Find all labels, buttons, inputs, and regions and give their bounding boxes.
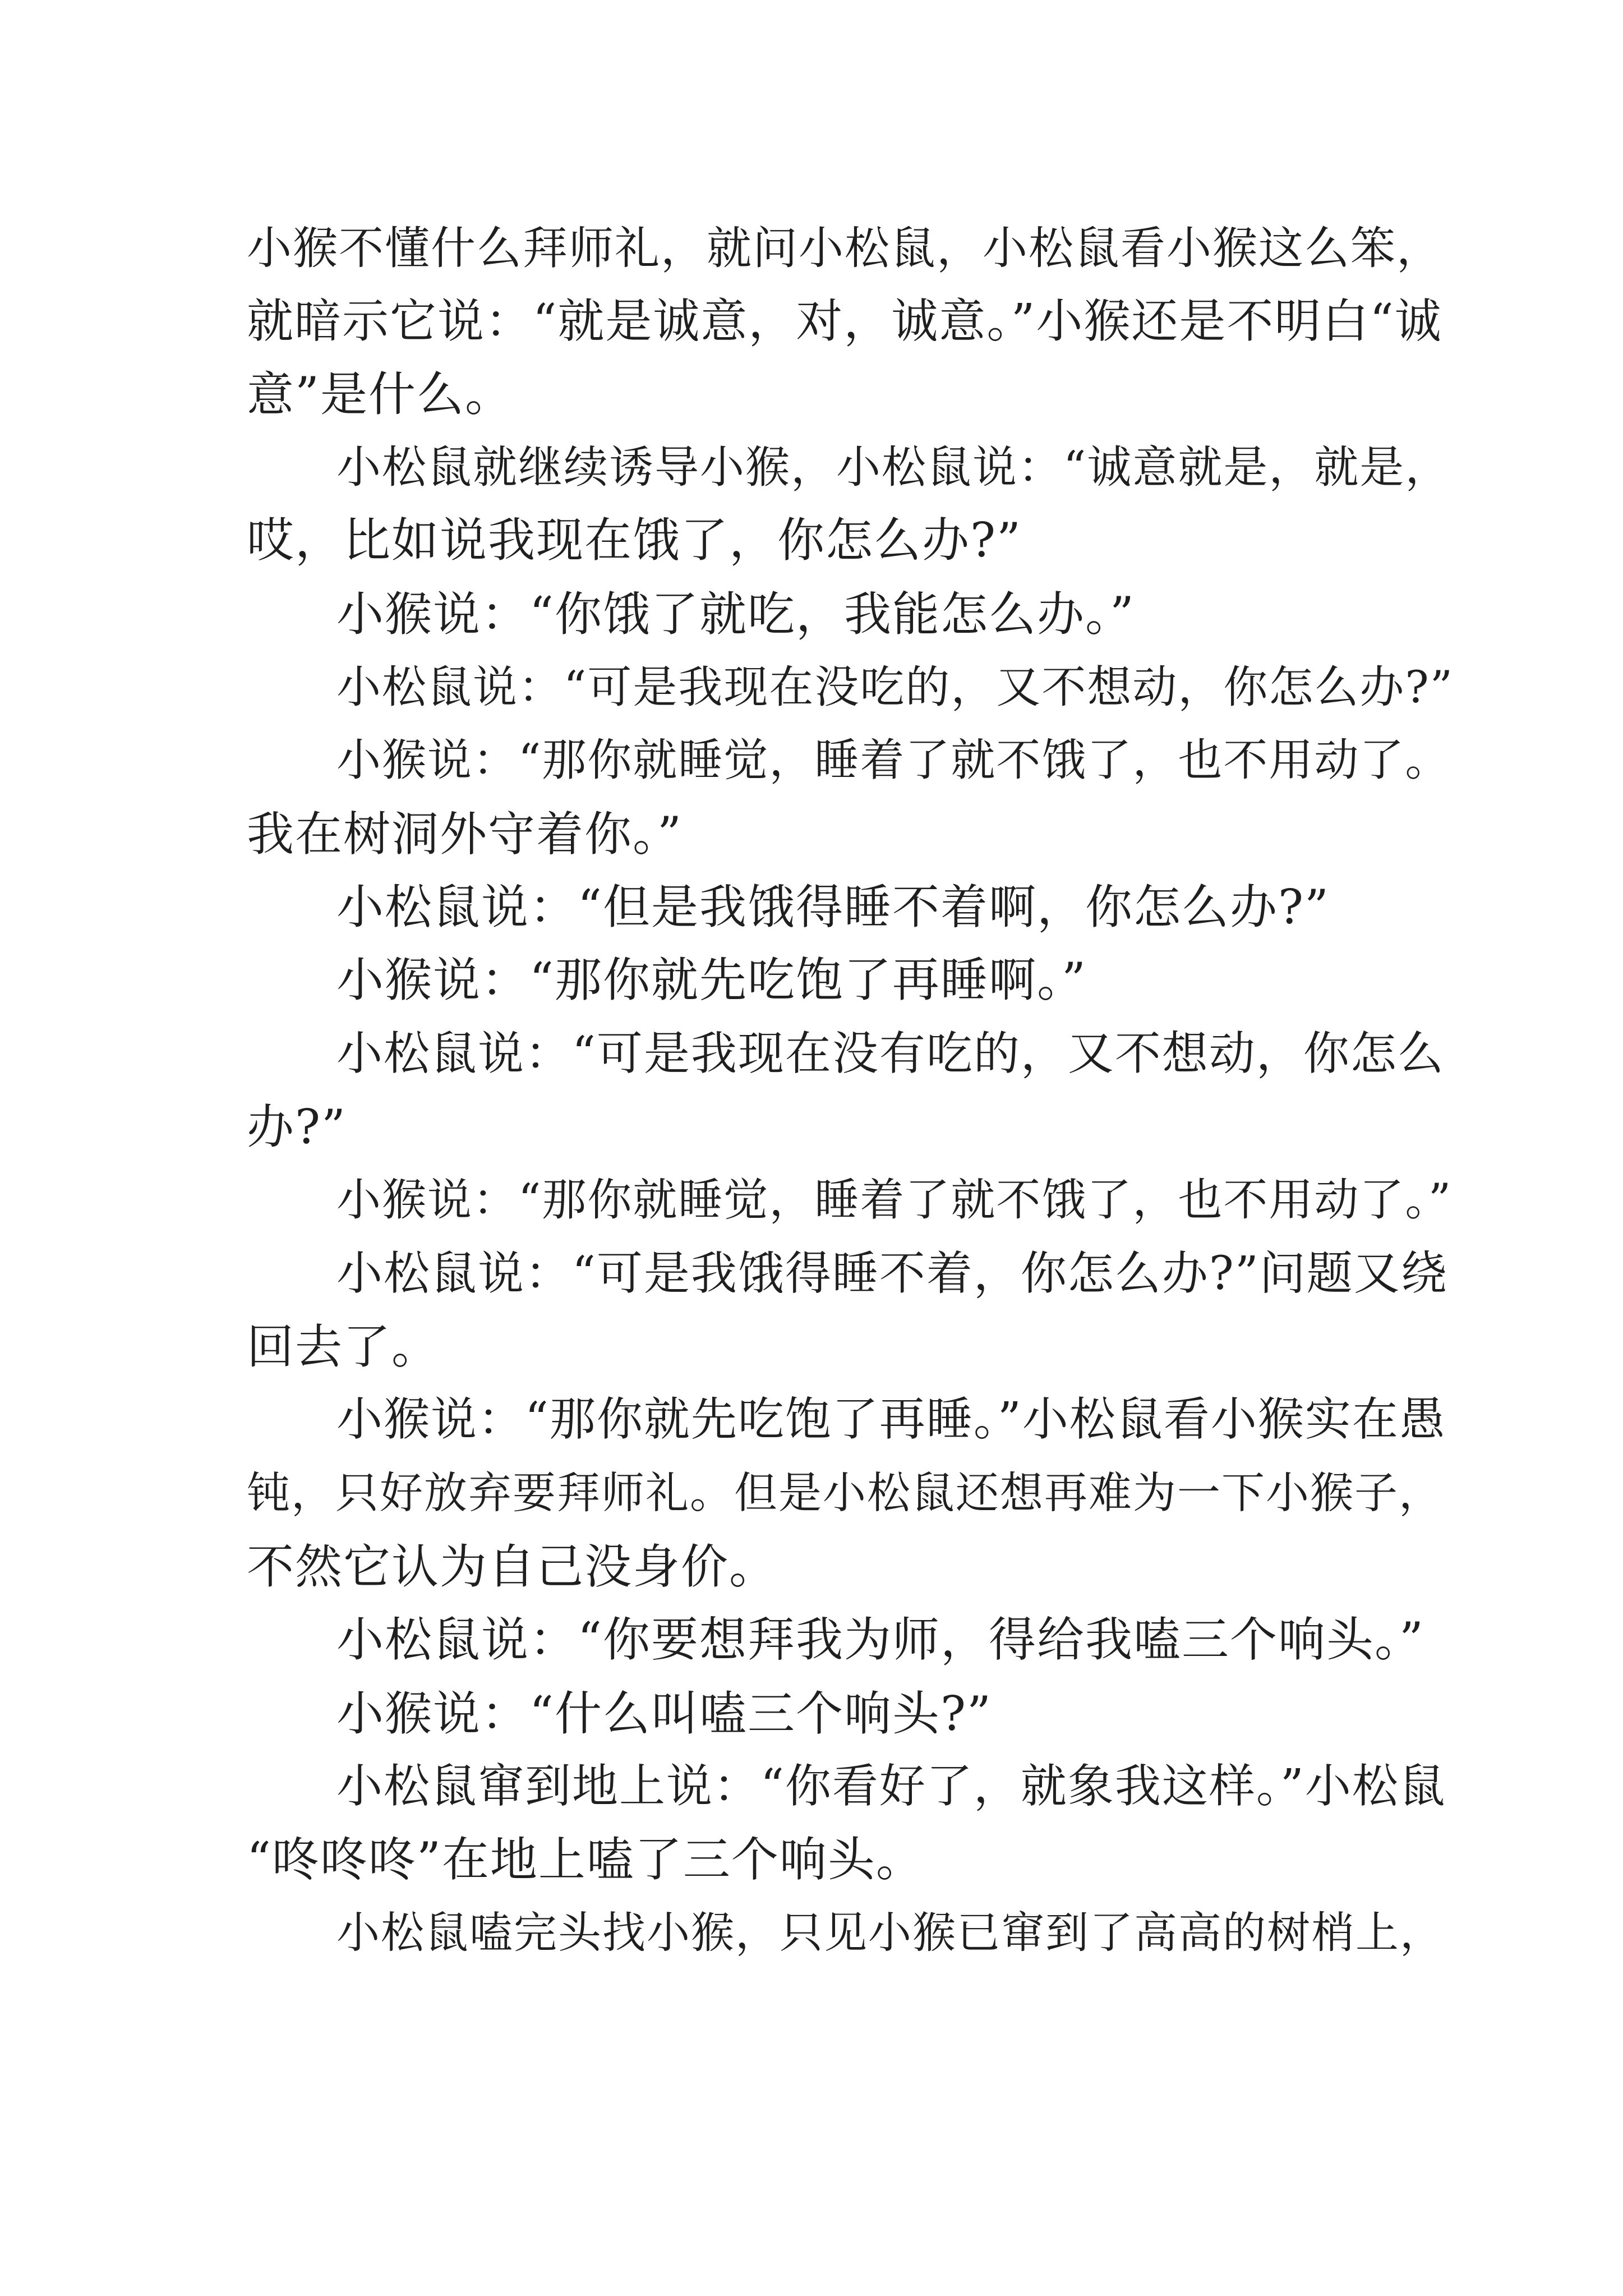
text-line: 钝，只好放弃要拜师礼。但是小松鼠还想再难为一下小猴子， bbox=[247, 1469, 1443, 1519]
text-line: 小松鼠说：“可是我饿得睡不着，你怎么办?”问题又绕 bbox=[336, 1247, 1448, 1300]
text-line: 小松鼠窜到地上说：“你看好了，就象我这样。”小松鼠 bbox=[336, 1760, 1446, 1813]
text-line: 回去了。 bbox=[247, 1319, 440, 1374]
text-line: 不然它认为自己没身价。 bbox=[247, 1539, 778, 1594]
text-line: 小猴说：“那你就先吃饱了再睡。”小松鼠看小猴实在愚 bbox=[336, 1393, 1446, 1446]
text-line: 小松鼠嗑完头找小猴，只见小猴已窜到了高高的树梢上， bbox=[336, 1908, 1444, 1958]
text-line: 小猴不懂什么拜师礼，就问小松鼠，小松鼠看小猴这么笨， bbox=[247, 222, 1442, 274]
text-line: 小松鼠说：“可是我现在没有吃的，又不想动，你怎么 bbox=[336, 1027, 1445, 1080]
text-line: 就暗示它说：“就是诚意，对，诚意。”小猴还是不明白“诚 bbox=[247, 294, 1442, 348]
text-line: 哎，比如说我现在饿了，你怎么办?” bbox=[247, 513, 1022, 568]
text-line: 意”是什么。 bbox=[247, 367, 513, 422]
text-line: 小猴说：“那你就睡觉，睡着了就不饿了，也不用动了。 bbox=[336, 734, 1451, 786]
text-line: 小松鼠说：“可是我现在没吃的，又不想动，你怎么办?” bbox=[336, 661, 1454, 713]
text-line: 小松鼠说：“你要想拜我为师，得给我嗑三个响头。” bbox=[336, 1612, 1424, 1667]
text-line: 我在树洞外守着你。” bbox=[247, 807, 683, 862]
text-line: 小猴说：“你饿了就吃，我能怎么办。” bbox=[336, 587, 1135, 642]
text-line: 小松鼠说：“但是我饿得睡不着啊，你怎么办?” bbox=[336, 880, 1330, 935]
text-line: “咚咚咚”在地上嗑了三个响头。 bbox=[247, 1832, 924, 1887]
text-line: 小松鼠就继续诱导小猴，小松鼠说：“诚意就是，就是， bbox=[336, 441, 1451, 493]
text-line: 办?” bbox=[247, 1099, 347, 1154]
text-line: 小猴说：“那你就睡觉，睡着了就不饿了，也不用动了。” bbox=[336, 1174, 1453, 1226]
text-line: 小猴说：“什么叫嗑三个响头?” bbox=[336, 1686, 992, 1741]
text-line: 小猴说：“那你就先吃饱了再睡啊。” bbox=[336, 953, 1087, 1007]
